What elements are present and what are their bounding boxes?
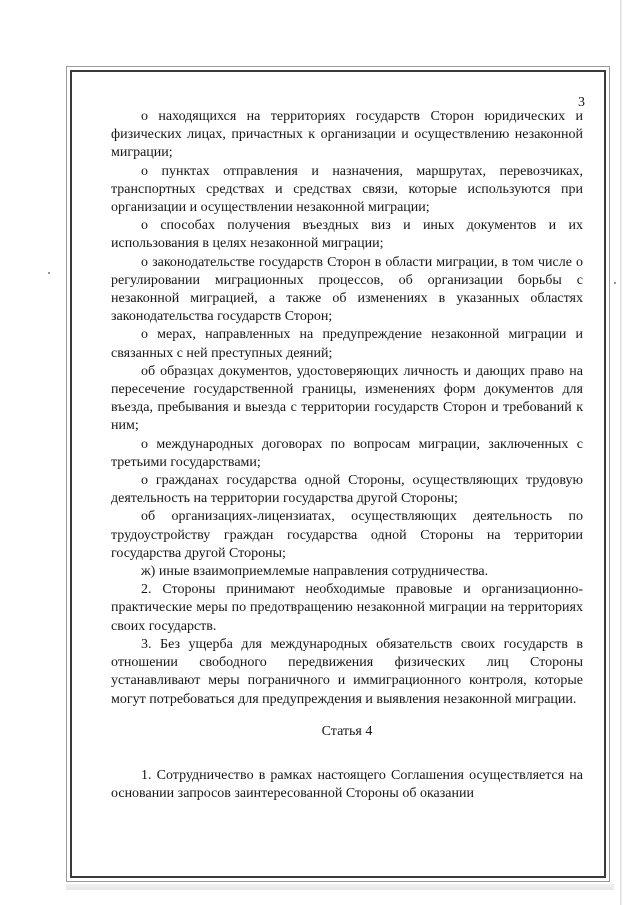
scan-artifact — [48, 272, 50, 274]
scan-bottom-shadow — [66, 884, 614, 890]
paragraph: об организациях-лицензиатах, осуществляющих деятельность по трудоустройству граждан государства одной Стороны на территории государства другой Стороны; — [111, 509, 583, 561]
paragraph: о мерах, направленных на предупреждение незаконной миграции и связанных с ней преступных деяний; — [111, 327, 583, 361]
paragraph: о гражданах государства одной Стороны, осуществляющих трудовую деятельность на территории государства другой Стороны; — [111, 473, 583, 507]
scan-artifact — [614, 282, 616, 284]
paragraph: о международных договорах по вопросам миграции, заключенных с третьими государствами; — [111, 436, 583, 470]
paragraph: о законодательстве государств Сторон в области миграции, в том числе о регулировании миграционных процессов, об организации борьбы с незаконной миграцией, а также об изменениях в указанных областях законодательства государств Сторон; — [111, 254, 583, 325]
scan-edge-shadow — [620, 0, 622, 905]
paragraph: об образцах документов, удостоверяющих личность и дающих право на пересечение государственной границы, изменениях форм документов для въезда, пребывания и выезда с территории государств Сторон и требований к ним; — [111, 363, 583, 434]
paragraph: 1. Сотрудничество в рамках настоящего Соглашения осуществляется на основании запросов заинтересованной Стороны об оказании — [111, 767, 583, 802]
paragraph: ж) иные взаимоприемлемые направления сотрудничества. — [141, 564, 489, 580]
paragraph: о находящихся на территориях государств Сторон юридических и физических лицах, причастных к организации и осуществлению незаконной миграции; — [111, 109, 583, 161]
document-body — [111, 108, 583, 803]
article-heading: Статья 4 — [321, 723, 373, 739]
page-number: 3 — [578, 95, 585, 110]
paragraph: о способах получения въездных виз и иных документов и их использования в целях незаконной миграции; — [111, 218, 583, 252]
paragraph: 2. Стороны принимают необходимые правовые и организационно-практические меры по предотвращению незаконной миграции на территориях своих государств. — [111, 582, 583, 634]
paragraph: о пунктах отправления и назначения, маршрутах, перевозчиках, транспортных средствах и средствах связи, которые используются при организации и осуществлении незаконной миграции; — [111, 163, 583, 216]
paragraph: 3. Без ущерба для международных обязательств своих государств в отношении свободного передвижения физических лиц Стороны устанавливают меры пограничного и иммиграционного контроля, которые могут потребоваться для предупреждения и выявления незаконной миграции. — [111, 636, 583, 707]
